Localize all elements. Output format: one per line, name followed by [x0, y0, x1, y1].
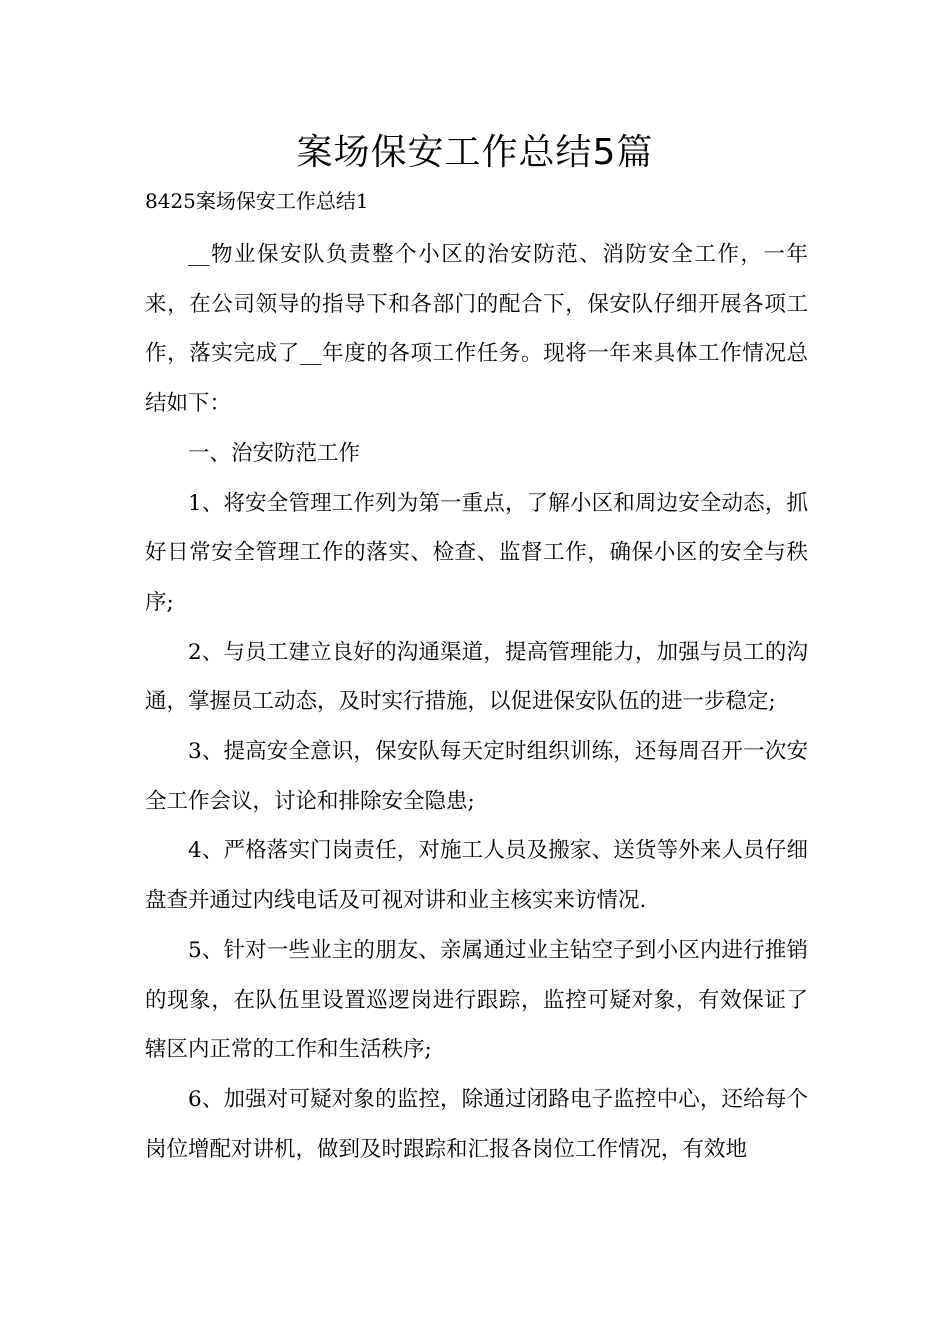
document-title: 案场保安工作总结5篇	[296, 132, 654, 173]
list-item: 5、针对一些业主的朋友、亲属通过业主钻空子到小区内进行推销的现象，在队伍里设置巡逻岗进行跟踪，监控可疑对象，有效保证了辖区内正常的工作和生活秩序;	[145, 937, 808, 1063]
list-item: 1、将安全管理工作列为第一重点，了解小区和周边安全动态，抓好日常安全管理工作的落实、检查、监督工作，确保小区的安全与秩序;	[145, 490, 808, 615]
intro-paragraph: __物业保安队负责整个小区的治安防范、消防安全工作，一年来，在公司领导的指导下和各部门的配合下，保安队仔细开展各项工作，落实完成了__年度的各项工作任务。现将一年来具体工作情况总结如下：	[145, 242, 808, 417]
section-heading: 一、治安防范工作	[188, 440, 361, 466]
list-item: 4、严格落实门岗责任，对施工人员及搬家、送货等外来人员仔细盘查并通过内线电话及可视对讲和业主核实来访情况.	[145, 838, 808, 914]
list-item: 2、与员工建立良好的沟通渠道，提高管理能力，加强与员工的沟通，掌握员工动态，及时实行措施，以促进保安队伍的进一步稳定;	[145, 639, 808, 715]
list-item: 6、加强对可疑对象的监控，除通过闭路电子监控中心，还给每个岗位增配对讲机，做到及时跟踪和汇报各岗位工作情况，有效地	[145, 1086, 808, 1162]
list-item: 3、提高安全意识，保安队每天定时组织训练，还每周召开一次安全工作会议，讨论和排除安全隐患;	[145, 739, 808, 814]
document-subtitle: 8425案场保安工作总结1	[145, 189, 369, 213]
document-body	[145, 230, 808, 1174]
